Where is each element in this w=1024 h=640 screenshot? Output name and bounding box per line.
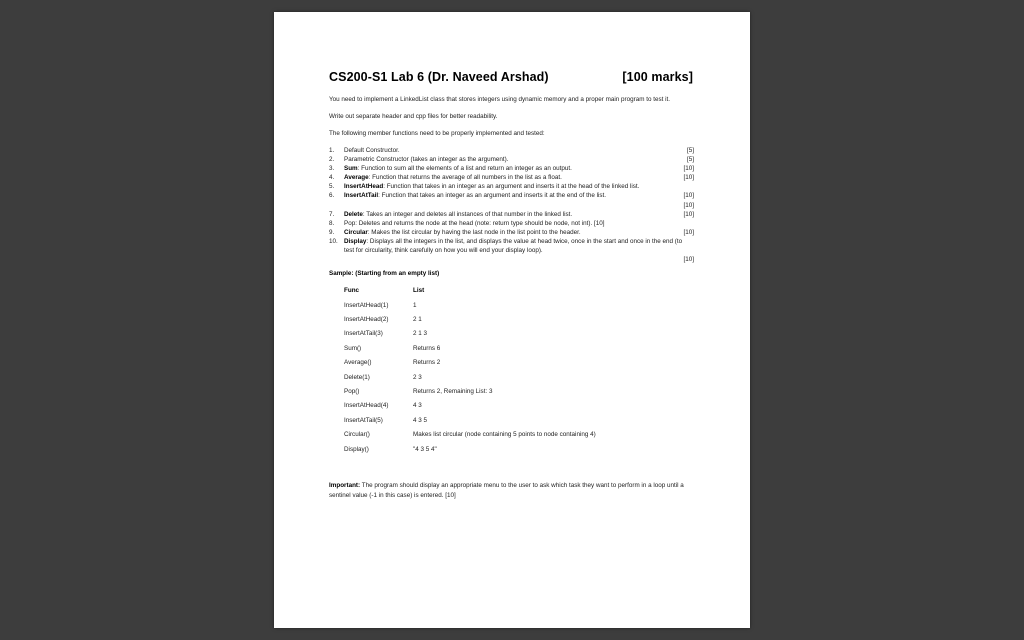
list-cell: 4 3 xyxy=(413,402,422,410)
func-cell: Pop() xyxy=(344,387,360,395)
sample-table xyxy=(344,287,596,460)
task-points: [10] xyxy=(683,201,694,209)
func-cell: InsertAtHead(2) xyxy=(344,316,389,323)
task-number: 8. xyxy=(329,219,335,227)
task-text: : Function that returns the average of all numbers in the list as a float. xyxy=(368,174,562,182)
func-cell: InsertAtTail(3) xyxy=(344,330,383,338)
table-header-row xyxy=(344,287,596,301)
task-points: [10] xyxy=(683,174,694,182)
task-list xyxy=(329,146,694,264)
list-cell: Returns 6 xyxy=(413,344,441,352)
list-cell: 4 3 5 xyxy=(413,416,428,424)
task-number: 9. xyxy=(329,228,335,236)
task-item xyxy=(329,219,694,228)
intro-paragraph: You need to implement a LinkedList class that stores integers using dynamic memory and a proper main program to test it. xyxy=(329,96,671,103)
total-marks: [100 marks] xyxy=(622,70,693,84)
task-number: 5. xyxy=(329,183,335,191)
task-text: : Function that takes in an integer as an argument and inserts it at the head of the linked list. xyxy=(383,183,640,191)
task-number: 7. xyxy=(329,210,335,218)
task-text: : Function that takes an integer as an argument and inserts it at the end of the list. xyxy=(378,192,607,200)
table-row xyxy=(344,417,596,431)
task-number: 10. xyxy=(329,237,338,245)
task-item xyxy=(329,191,694,209)
table-row xyxy=(344,330,596,344)
func-cell: InsertAtHead(1) xyxy=(344,301,389,309)
table-row xyxy=(344,388,596,402)
task-text: Pop: Deletes and returns the node at the head (note: return type should be node, not int). xyxy=(344,219,593,227)
task-name: Display xyxy=(344,237,367,245)
func-cell: Display() xyxy=(344,445,369,453)
task-text: Default Constructor. xyxy=(344,147,400,154)
task-points: [10] xyxy=(683,165,694,173)
func-cell: InsertAtTail(5) xyxy=(344,416,383,424)
important-note xyxy=(329,481,694,501)
task-text: Parametric Constructor (takes an integer as the argument). xyxy=(344,156,509,164)
task-points: [10] xyxy=(683,256,694,264)
task-item xyxy=(329,155,694,164)
column-header-list: List xyxy=(413,287,425,295)
title-row xyxy=(329,70,694,84)
task-item xyxy=(329,173,694,182)
table-row xyxy=(344,359,596,373)
list-cell: Returns 2 xyxy=(413,359,441,367)
task-points: [10] xyxy=(683,228,694,236)
task-number: 4. xyxy=(329,174,335,182)
list-cell: Returns 2, Remaining List: 3 xyxy=(413,387,493,395)
task-number: 6. xyxy=(329,192,335,200)
task-number: 1. xyxy=(329,147,335,154)
column-header-func: Func xyxy=(344,287,360,295)
table-row xyxy=(344,316,596,330)
task-name: Average xyxy=(344,174,369,182)
task-name: InsertAtHead xyxy=(344,183,384,191)
task-text: : Takes an integer and deletes all instances of that number in the linked list. xyxy=(362,210,573,218)
table-row xyxy=(344,402,596,416)
func-cell: InsertAtHead(4) xyxy=(344,402,389,410)
func-cell: Delete(1) xyxy=(344,373,370,381)
task-points: [10] xyxy=(593,219,605,227)
list-cell: 2 1 xyxy=(413,316,422,323)
list-cell: 2 3 xyxy=(413,373,422,381)
important-label: Important: xyxy=(329,481,361,489)
func-cell: Circular() xyxy=(344,431,370,439)
task-points: [10] xyxy=(683,210,694,218)
table-row xyxy=(344,374,596,388)
task-points: [5] xyxy=(686,147,694,154)
table-row xyxy=(344,431,596,445)
functions-intro-paragraph: The following member functions need to be properly implemented and tested: xyxy=(329,130,545,137)
task-text: : Function to sum all the elements of a list and return an integer as an output. xyxy=(357,165,572,173)
task-item xyxy=(329,210,694,219)
list-cell: "4 3 5 4" xyxy=(413,445,437,453)
func-cell: Sum() xyxy=(344,344,362,352)
table-row xyxy=(344,345,596,359)
header-note-paragraph: Write out separate header and cpp files for better readability. xyxy=(329,113,498,120)
list-cell: Makes list circular (node containing 5 points to node containing 4) xyxy=(413,431,596,439)
task-item xyxy=(329,228,694,237)
task-text: : Displays all the integers in the list, and displays the value at head twice, once in the start and once in the end (to test for circularity, think carefully on how you will end your display loop). xyxy=(344,237,683,255)
task-points: [5] xyxy=(686,156,694,164)
task-item xyxy=(329,146,694,155)
document-title: CS200-S1 Lab 6 (Dr. Naveed Arshad) xyxy=(329,70,549,84)
table-row xyxy=(344,302,596,316)
task-name: Sum xyxy=(344,165,358,173)
task-points: [10] xyxy=(683,192,694,200)
important-text: The program should display an appropriate menu to the user to ask which task they want to perform in a loop until a sentinel value (-1 in this case) is entered. [10] xyxy=(329,481,684,499)
task-name: Circular xyxy=(344,228,368,236)
task-number: 3. xyxy=(329,165,335,173)
task-item xyxy=(329,237,694,264)
document-page xyxy=(274,12,750,628)
task-number: 2. xyxy=(329,156,335,164)
list-cell: 2 1 3 xyxy=(413,330,428,338)
table-row xyxy=(344,446,596,460)
task-name: Delete xyxy=(344,210,363,218)
task-text: : Makes the list circular by having the last node in the list point to the header. xyxy=(367,228,581,236)
list-cell: 1 xyxy=(413,301,417,309)
func-cell: Average() xyxy=(344,359,372,367)
sample-heading: Sample: (Starting from an empty list) xyxy=(329,270,440,278)
task-name: InsertAtTail xyxy=(344,192,379,200)
task-item xyxy=(329,164,694,173)
